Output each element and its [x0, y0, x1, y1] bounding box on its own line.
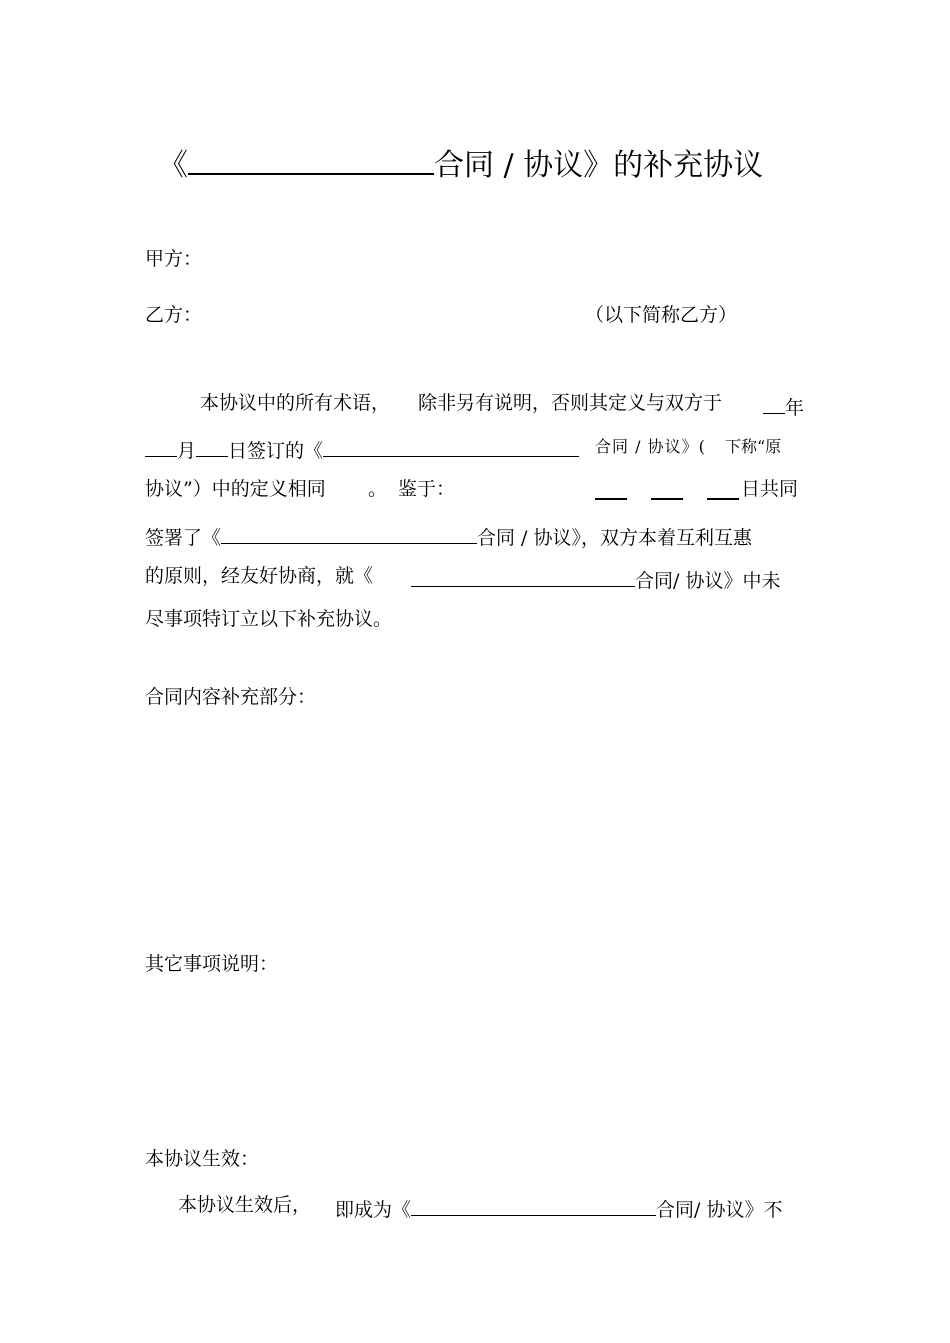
other-matters-area[interactable]: [145, 985, 805, 1135]
preamble-line-3d: 日共同: [741, 478, 799, 500]
sign-month-blank[interactable]: [651, 498, 683, 500]
preamble-line-2: 月 日签订的《: [145, 437, 579, 461]
day-blank[interactable]: [196, 437, 228, 457]
signed-contract-name-blank[interactable]: [221, 524, 477, 544]
supplement-contract-name-blank[interactable]: [411, 567, 635, 587]
year-blank[interactable]: [763, 394, 785, 414]
preamble-line-5b: 合同/ 协议》中未: [411, 567, 780, 591]
preamble-line-5: 的原则，经友好协商，就《: [145, 565, 374, 587]
title-contract-name-blank[interactable]: [188, 143, 434, 175]
party-a-label: 甲方：: [145, 248, 203, 270]
party-b-label: 乙方：: [145, 304, 203, 326]
content-supplement-area[interactable]: [145, 720, 805, 940]
preamble-line-2c: 合同 / 协议》(: [595, 437, 706, 456]
preamble-line-3c: 鉴于：: [398, 478, 456, 500]
preamble-line-1b: 除非另有说明，否则其定义与双方于: [418, 392, 723, 414]
section-other-matters: 其它事项说明：: [145, 953, 279, 975]
preamble-line-4: 签署了《 合同 / 协议》，双方本着互利互惠: [145, 524, 752, 548]
effect-contract-name-blank[interactable]: [411, 1196, 656, 1216]
document-title: [158, 143, 763, 181]
preamble-line-6: 尽事项特订立以下补充协议。: [145, 608, 393, 630]
effect-clause-a: 本协议生效后，: [178, 1194, 312, 1216]
party-b-alias: （以下简称乙方）: [585, 304, 738, 326]
preamble-line-1c: 年: [763, 394, 804, 418]
preamble-line-3b: 。: [368, 478, 388, 500]
sign-year-blank[interactable]: [595, 498, 627, 500]
preamble-line-3: 协议”）中的定义相同: [145, 478, 326, 500]
preamble-line-1: 本协议中的所有术语，: [200, 392, 391, 414]
effect-clause-b: 即成为《 合同/ 协议》不: [335, 1196, 782, 1220]
sign-day-blank[interactable]: [707, 498, 739, 500]
original-contract-name-blank[interactable]: [323, 437, 579, 457]
title-suffix: 合同 / 协议》的补充协议: [434, 148, 764, 183]
section-effectiveness: 本协议生效：: [145, 1148, 260, 1170]
preamble-line-2d: 下称“原: [725, 437, 782, 456]
title-open-bracket: 《: [158, 148, 188, 183]
section-content-supplement: 合同内容补充部分：: [145, 686, 317, 708]
month-blank[interactable]: [145, 437, 177, 457]
